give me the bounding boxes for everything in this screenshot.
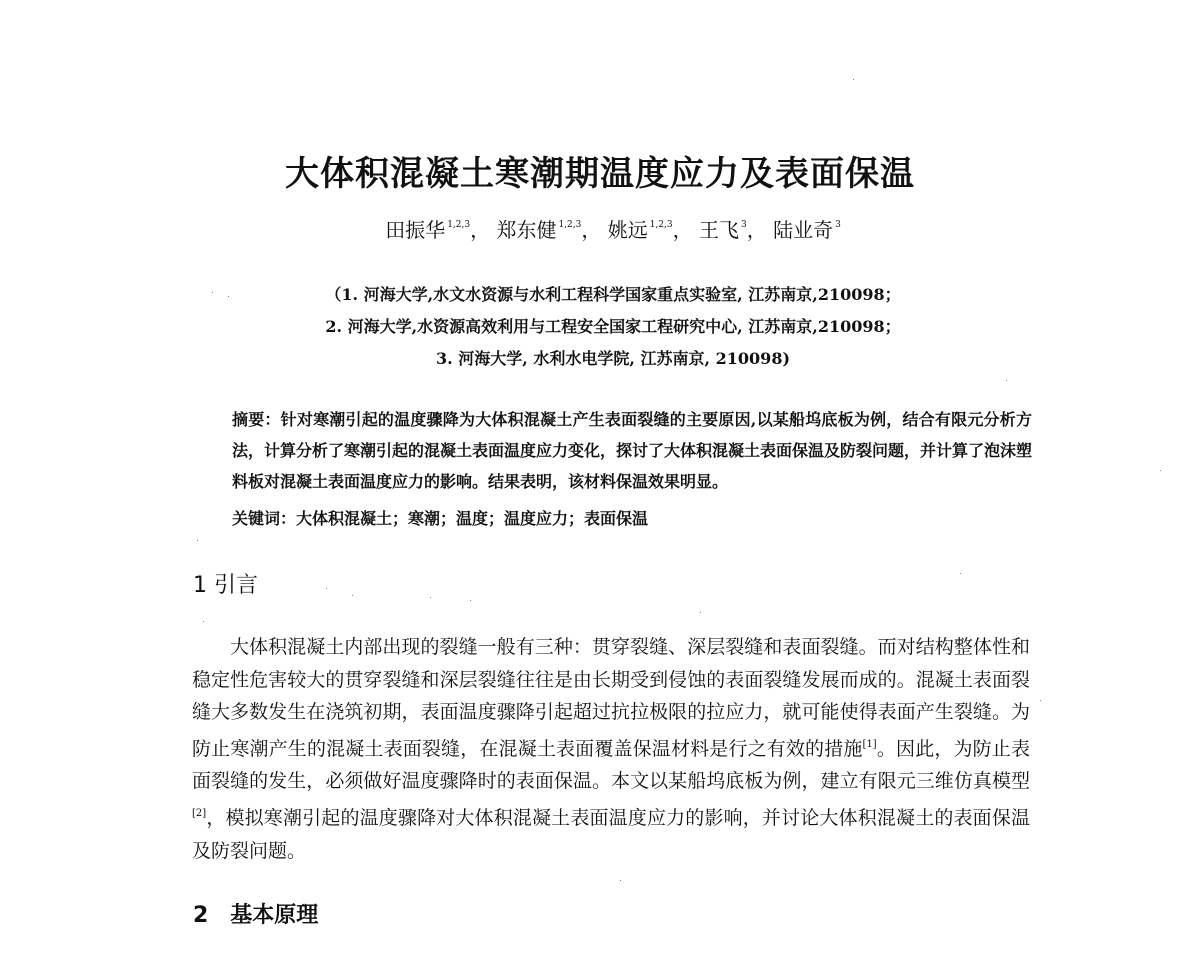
scan-speck [352,595,353,596]
scan-speck [620,880,621,881]
scan-speck [470,600,471,601]
author-affiliation: 3 [740,220,747,230]
author: 郑东健 $^{1,2,3}$， [496,218,602,242]
scan-speck [1006,380,1007,381]
author-affiliation: 1,2,3 [649,220,673,230]
abstract [232,404,1032,497]
affiliation-1: （1. 河海大学,水文水资源与水利工程科学国家重点实验室, 江苏南京,210098； [325,285,901,304]
scan-speck [203,621,204,622]
abstract-text: 针对寒潮引起的温度骤降为大体积混凝土产生表面裂缝的主要原因,以某船坞底板为例，结合有限元分析方法，计算分析了寒潮引起的混凝土表面温度应力变化，探讨了大体积混凝土表面保温及防裂问题，并计算了泡沫塑料板对混凝土表面温度应力的影响。结果表明，该材料保温效果明显。 [232,410,1033,491]
citation-ref: [2] [192,807,207,819]
author: 王飞 $^3$， [698,218,767,242]
keywords-text: 大体积混凝土；寒潮；温度；温度应力；表面保温 [296,509,649,528]
scan-speck [197,540,198,541]
scan-speck [326,588,327,589]
citation-ref: [1] [862,738,877,750]
scan-speck [853,79,854,80]
keywords [232,506,648,529]
section-heading-principles: 2 基本原理 [193,903,319,928]
author: 田振华 $^{1,2,3}$， [385,218,491,242]
abstract-label: 摘要： [232,410,281,429]
author: 陆业奇 $^3$ [773,218,841,242]
paper-title: 大体积混凝土寒潮期温度应力及表面保温 [285,154,915,194]
keywords-label: 关键词： [232,509,297,528]
introduction-paragraph: 大体积混凝土内部出现的裂缝一般有三种：贯穿裂缝、深层裂缝和表面裂缝。而对结构整体性和稳定性危害较大的贯穿裂缝和深层裂缝往往是由长期受到侵蚀的表面裂缝发展而成的。混凝土表面裂缝大多数发生在浇筑初期，表面温度骤降引起超过抗拉极限的拉应力，就可能使得表面产生裂缝。为防止寒潮产生的混凝土表面裂缝，在混凝土表面覆盖保温材料是行之有效的措施[1]。因此，为防止表面裂缝的发生，必须做好温度骤降时的表面保温。本文以某船坞底板为例，建立有限元三维仿真模型[2]，模拟寒潮引起的温度骤降对大体积混凝土表面温度应力的影响，并讨论大体积混凝土的表面保温及防裂问题。 [192,636,1030,862]
author-affiliation: 3 [835,220,841,230]
author-affiliation: 1,2,3 [447,220,471,230]
author-list [0,214,1200,243]
affiliation-3: 3. 河海大学, 水利水电学院, 江苏南京, 210098) [435,349,791,368]
affiliation-2: 2. 河海大学,水资源高效利用与工程安全国家工程研究中心, 江苏南京,210098； [325,317,901,336]
scan-speck [212,292,213,293]
scan-speck [1040,700,1041,701]
scan-speck [960,573,961,574]
scan-speck [1160,470,1161,471]
scan-speck [430,597,431,598]
scan-speck [228,296,229,297]
author: 姚远 $^{1,2,3}$， [607,218,693,242]
author-affiliation: 1,2,3 [558,220,582,230]
scan-speck [700,612,701,613]
section-heading-introduction: 1 引言 [193,573,258,598]
